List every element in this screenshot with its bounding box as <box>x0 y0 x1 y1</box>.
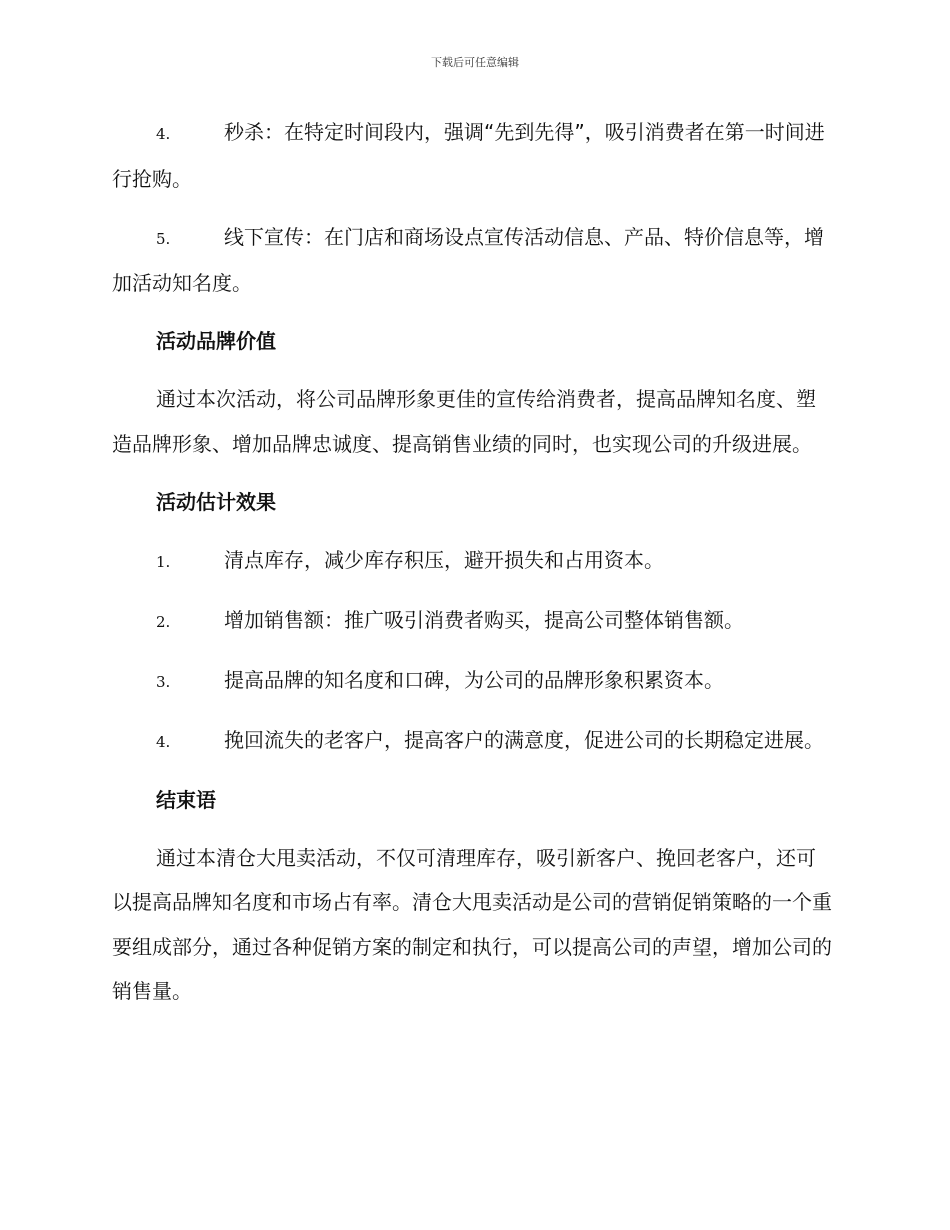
list-item <box>112 215 834 306</box>
item-number: 4. <box>156 125 171 143</box>
list-item <box>112 718 834 765</box>
item-text: 提高品牌的知名度和口碑，为公司的品牌形象积累资本。 <box>224 667 724 692</box>
item-text: 秒杀：在特定时间段内，强调“先到先得”，吸引消费者在第一时间进行抢购。 <box>112 120 825 191</box>
list-item <box>112 658 834 705</box>
list-item <box>112 110 834 201</box>
item-text: 挽回流失的老客户，提高客户的满意度，促进公司的长期稳定进展。 <box>224 727 824 752</box>
item-number: 4. <box>156 732 171 751</box>
item-number: 3. <box>156 672 171 691</box>
item-text: 清点库存，减少库存积压，避开损失和占用资本。 <box>224 547 664 572</box>
item-text: 线下宣传：在门店和商场设点宣传活动信息、产品、特价信息等，增加活动知名度。 <box>112 224 824 295</box>
brand-value-paragraph: 通过本次活动，将公司品牌形象更佳的宣传给消费者，提高品牌知名度、塑造品牌形象、增加品牌忠诚度、提高销售业绩的同时，也实现公司的升级进展。 <box>112 387 816 456</box>
section-heading-conclusion: 结束语 <box>156 787 216 812</box>
list-item <box>112 598 834 645</box>
list-item <box>112 538 834 585</box>
item-number: 2. <box>156 612 171 631</box>
conclusion-paragraph: 通过本清仓大甩卖活动，不仅可清理库存，吸引新客户、挽回老客户，还可以提高品牌知名度和市场占有率。清仓大甩卖活动是公司的营销促销策略的一个重要组成部分，通过各种促销方案的制定和执行，可以提高公司的声望，增加公司的销售量。 <box>112 845 832 1003</box>
item-number: 1. <box>156 552 171 571</box>
page-header: 下载后可任意编辑 <box>431 56 519 69</box>
section-heading-effects: 活动估计效果 <box>156 489 276 514</box>
item-number: 5. <box>156 229 171 248</box>
document-body <box>112 110 834 1014</box>
section-heading-brand-value: 活动品牌价值 <box>156 329 276 353</box>
item-text: 增加销售额：推广吸引消费者购买，提高公司整体销售额。 <box>224 607 744 632</box>
